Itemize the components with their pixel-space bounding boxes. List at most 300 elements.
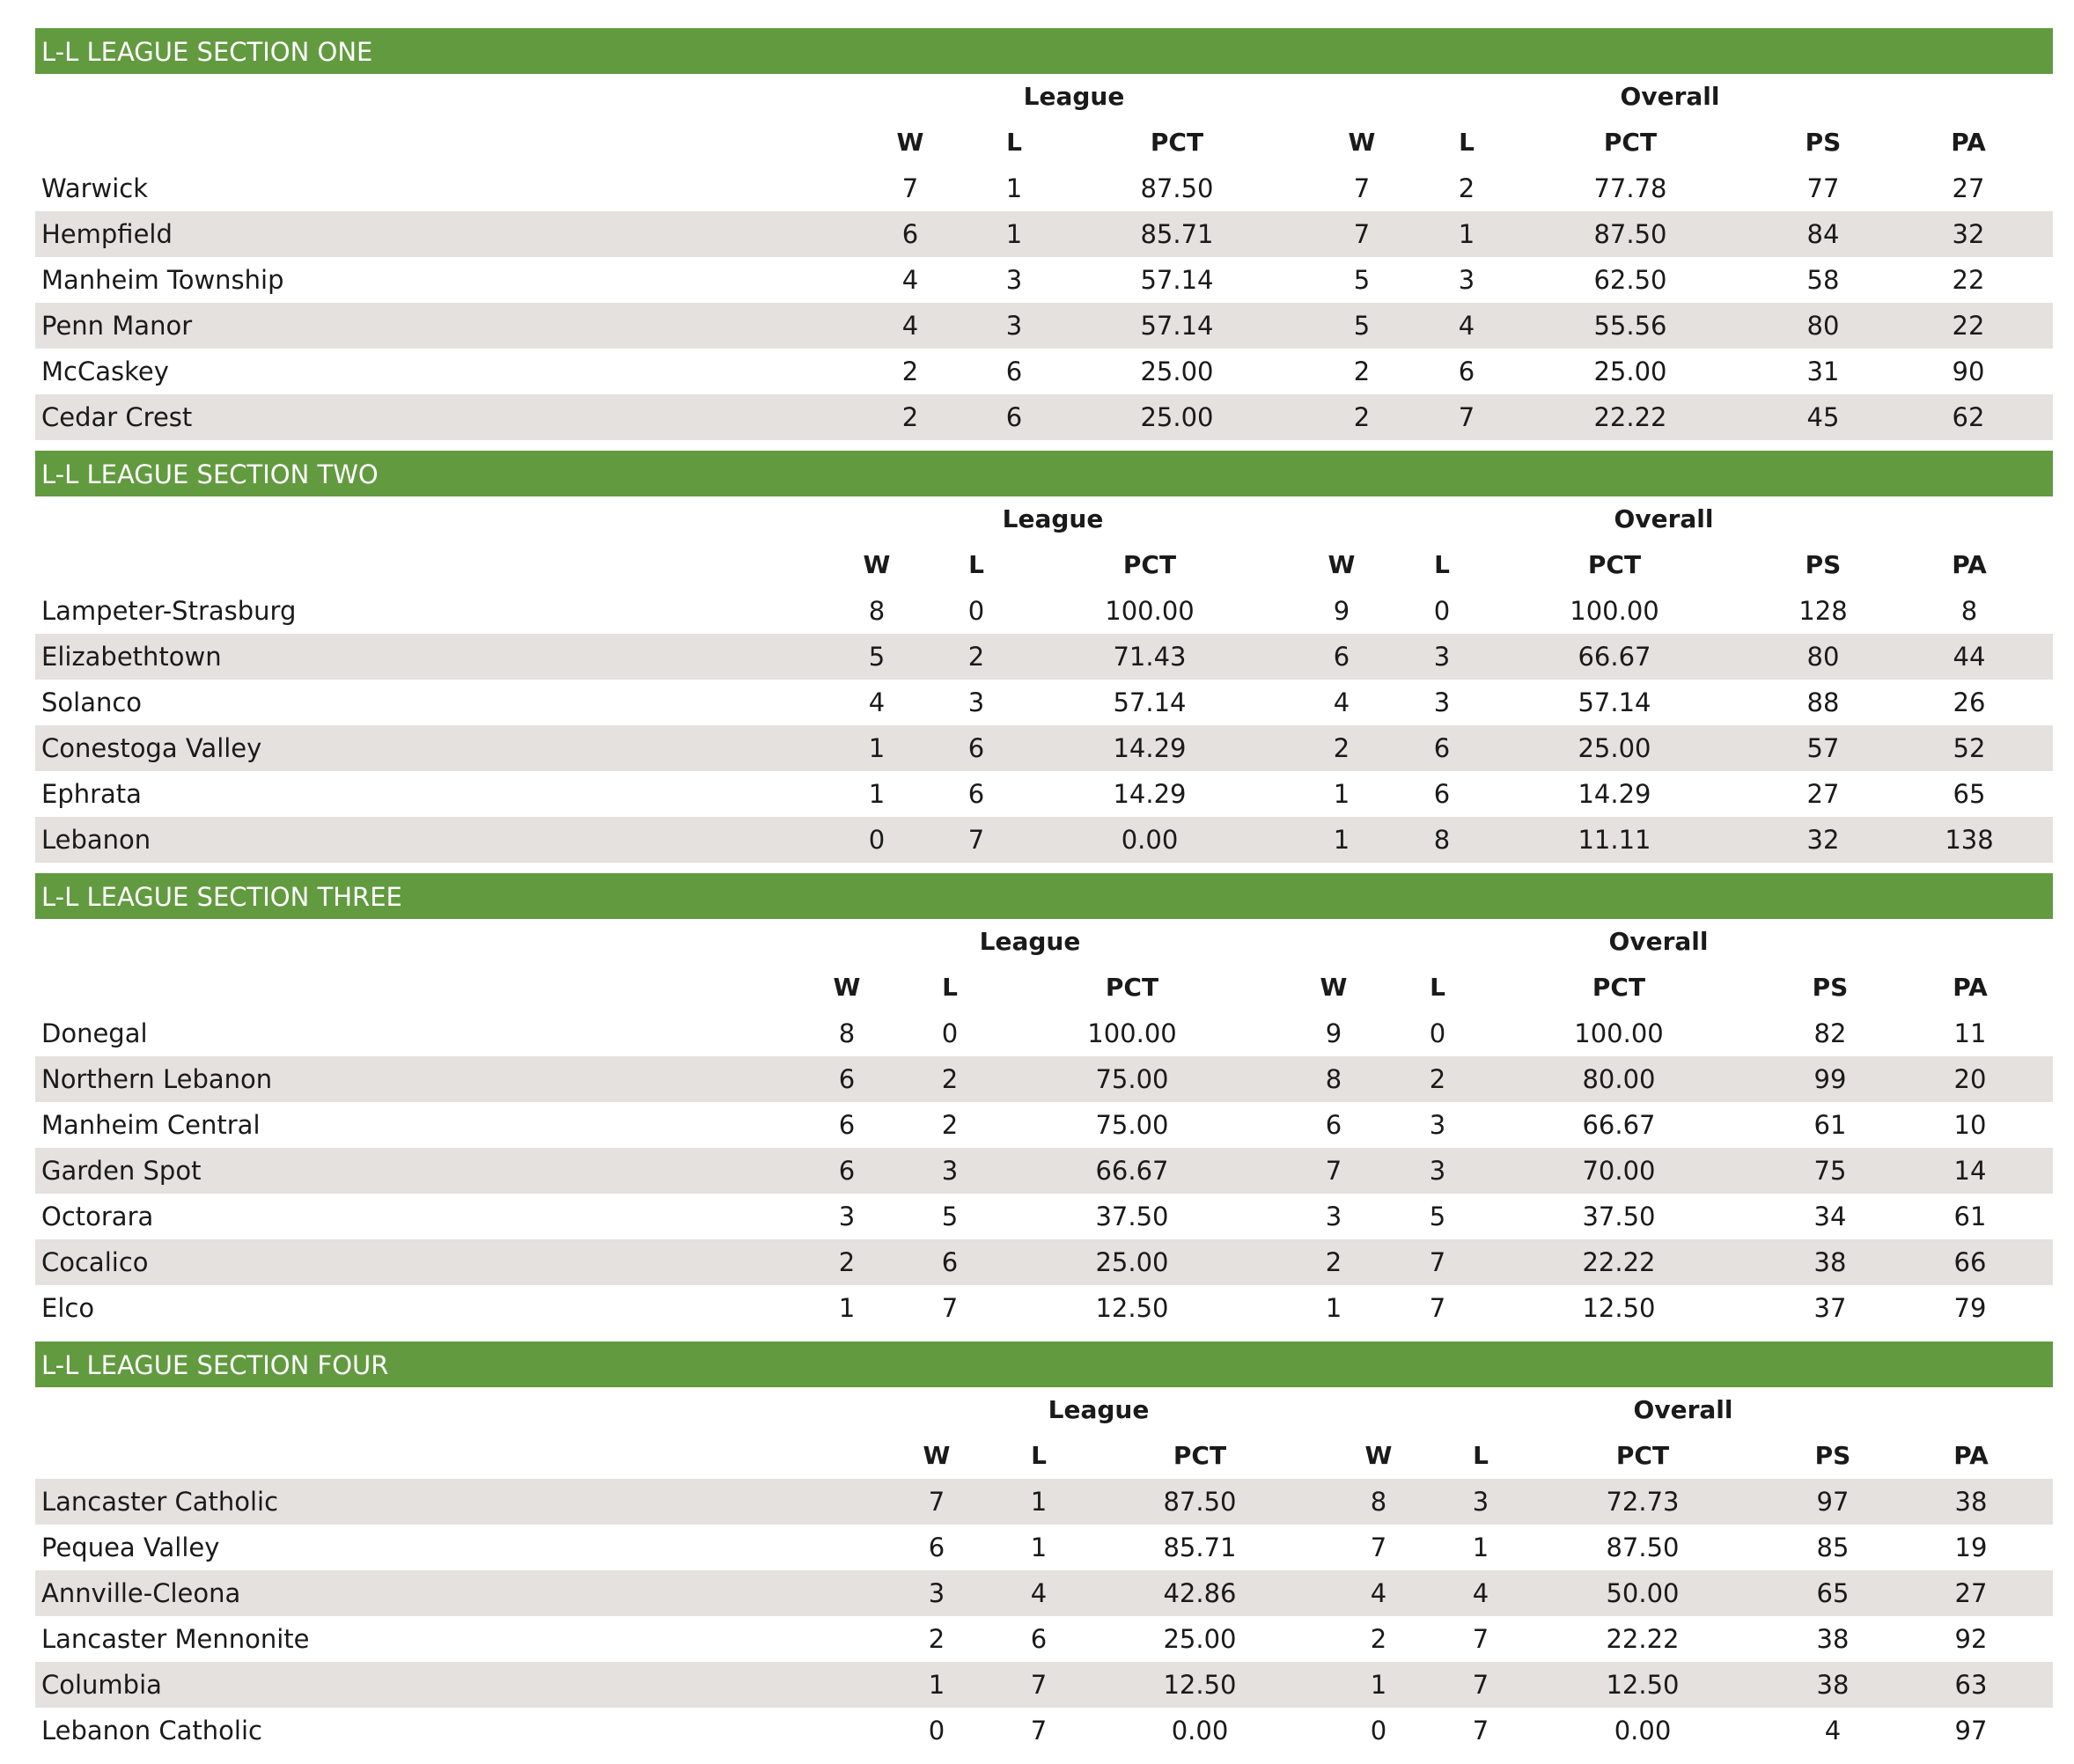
cell-ps: 45	[1806, 402, 1840, 432]
cell-opct: 87.50	[1593, 219, 1667, 249]
cell-l: 7	[1030, 1670, 1048, 1700]
cell-l: 1	[1030, 1487, 1048, 1517]
cell-w: 6	[838, 1110, 856, 1140]
cell-pa: 19	[1954, 1532, 1988, 1562]
league-group-label: League	[1048, 1395, 1150, 1424]
cell-opct: 50.00	[1606, 1578, 1680, 1608]
league-group-label: League	[1002, 504, 1104, 533]
cell-ow: 9	[1325, 1018, 1342, 1048]
cell-pa: 14	[1953, 1156, 1987, 1186]
cell-pct: 100.00	[1105, 596, 1195, 626]
cell-pa: 63	[1954, 1670, 1988, 1700]
cell-ol: 3	[1472, 1487, 1489, 1517]
cell-l: 1	[1030, 1532, 1048, 1562]
cell-ps: 4	[1824, 1716, 1842, 1746]
team-row	[35, 1194, 2053, 1239]
cell-ps: 58	[1806, 265, 1840, 295]
team-row	[35, 1011, 2053, 1056]
cell-ps: 85	[1816, 1532, 1850, 1562]
cell-pct: 66.67	[1095, 1156, 1169, 1186]
cell-ps: 38	[1816, 1624, 1850, 1654]
cell-ow: 5	[1353, 265, 1371, 295]
cell-l: 6	[967, 779, 985, 809]
cell-pa: 138	[1945, 825, 1994, 855]
team-name: Annville-Cleona	[41, 1578, 241, 1608]
section-title: L-L LEAGUE SECTION FOUR	[35, 1341, 2053, 1387]
column-header-w: W	[896, 128, 924, 157]
cell-w: 6	[838, 1064, 856, 1094]
team-name: Lancaster Catholic	[41, 1487, 279, 1517]
cell-pct: 57.14	[1113, 687, 1187, 717]
cell-l: 4	[1030, 1578, 1048, 1608]
cell-pa: 10	[1953, 1110, 1987, 1140]
cell-opct: 37.50	[1582, 1202, 1656, 1231]
cell-opct: 25.00	[1578, 733, 1651, 763]
cell-pct: 57.14	[1140, 311, 1214, 341]
cell-l: 2	[967, 642, 985, 672]
team-row	[35, 588, 2053, 634]
cell-ol: 1	[1458, 219, 1475, 249]
cell-opct: 22.22	[1606, 1624, 1680, 1654]
column-header-ow: W	[1348, 128, 1376, 157]
cell-ol: 7	[1472, 1624, 1489, 1654]
cell-ps: 99	[1813, 1064, 1847, 1094]
cell-l: 0	[941, 1018, 959, 1048]
team-name: Ephrata	[41, 779, 142, 809]
league-group-label: League	[1023, 82, 1125, 111]
cell-l: 7	[967, 825, 985, 855]
team-name: Lampeter-Strasburg	[41, 596, 297, 626]
team-row	[35, 817, 2053, 863]
cell-w: 3	[838, 1202, 856, 1231]
cell-pa: 52	[1953, 733, 1986, 763]
cell-l: 6	[941, 1247, 959, 1277]
column-group-header	[35, 496, 2053, 542]
column-header-pa: PA	[1951, 128, 1986, 157]
cell-w: 6	[901, 219, 919, 249]
standings-section	[35, 451, 2053, 863]
cell-l: 7	[1030, 1716, 1048, 1746]
column-header-ol: L	[1473, 1441, 1489, 1470]
standings-section	[35, 873, 2053, 1331]
standings-section	[35, 1341, 2053, 1753]
cell-w: 2	[901, 356, 919, 386]
cell-pct: 100.00	[1087, 1018, 1177, 1048]
cell-w: 6	[928, 1532, 945, 1562]
cell-ps: 61	[1813, 1110, 1847, 1140]
cell-opct: 80.00	[1582, 1064, 1656, 1094]
cell-w: 4	[868, 687, 886, 717]
column-header-opct: PCT	[1592, 973, 1646, 1002]
cell-l: 1	[1005, 219, 1023, 249]
cell-ow: 2	[1333, 733, 1350, 763]
cell-ps: 77	[1806, 173, 1840, 203]
column-header-pct: PCT	[1122, 550, 1177, 579]
cell-l: 0	[967, 596, 985, 626]
cell-ow: 2	[1370, 1624, 1387, 1654]
column-header-l: L	[942, 973, 958, 1002]
team-row	[35, 1239, 2053, 1285]
cell-pa: 79	[1953, 1293, 1987, 1323]
cell-pct: 25.00	[1140, 356, 1214, 386]
cell-w: 2	[928, 1624, 945, 1654]
cell-w: 8	[838, 1018, 856, 1048]
cell-w: 0	[928, 1716, 945, 1746]
cell-l: 7	[941, 1293, 959, 1323]
team-row	[35, 1479, 2053, 1525]
team-row	[35, 725, 2053, 771]
cell-l: 1	[1005, 173, 1023, 203]
cell-l: 3	[967, 687, 985, 717]
overall-group-label: Overall	[1608, 927, 1709, 956]
team-row	[35, 1708, 2053, 1753]
column-header-ps: PS	[1805, 550, 1842, 579]
cell-ps: 34	[1813, 1202, 1847, 1231]
cell-ow: 3	[1325, 1202, 1342, 1231]
team-name: Northern Lebanon	[41, 1064, 273, 1094]
cell-ol: 2	[1458, 173, 1475, 203]
section-title: L-L LEAGUE SECTION TWO	[35, 451, 2053, 496]
overall-group-label: Overall	[1620, 82, 1720, 111]
cell-pct: 85.71	[1140, 219, 1214, 249]
cell-ow: 7	[1353, 219, 1371, 249]
column-header-pct: PCT	[1150, 128, 1204, 157]
column-header-row	[35, 542, 2053, 588]
cell-w: 1	[838, 1293, 856, 1323]
cell-l: 2	[941, 1064, 959, 1094]
cell-w: 1	[868, 779, 886, 809]
column-header-l: L	[968, 550, 984, 579]
team-row	[35, 1616, 2053, 1662]
cell-opct: 66.67	[1582, 1110, 1656, 1140]
team-row	[35, 165, 2053, 211]
cell-opct: 55.56	[1593, 311, 1667, 341]
cell-ps: 38	[1816, 1670, 1850, 1700]
cell-pa: 8	[1960, 596, 1978, 626]
cell-l: 2	[941, 1110, 959, 1140]
cell-ps: 37	[1813, 1293, 1847, 1323]
column-header-pct: PCT	[1173, 1441, 1227, 1470]
cell-opct: 100.00	[1574, 1018, 1664, 1048]
column-header-opct: PCT	[1615, 1441, 1670, 1470]
team-name: Lancaster Mennonite	[41, 1624, 310, 1654]
team-row	[35, 1525, 2053, 1570]
cell-ol: 5	[1429, 1202, 1446, 1231]
team-name: Conestoga Valley	[41, 733, 262, 763]
cell-ps: 57	[1806, 733, 1840, 763]
cell-l: 3	[941, 1156, 959, 1186]
cell-pct: 0.00	[1171, 1716, 1229, 1746]
cell-ow: 7	[1353, 173, 1371, 203]
column-header-ow: W	[1328, 550, 1356, 579]
cell-pa: 62	[1952, 402, 1985, 432]
cell-pa: 97	[1954, 1716, 1988, 1746]
cell-ol: 3	[1429, 1156, 1446, 1186]
cell-opct: 70.00	[1582, 1156, 1656, 1186]
cell-pa: 38	[1954, 1487, 1988, 1517]
column-header-ol: L	[1434, 550, 1450, 579]
team-name: Columbia	[41, 1670, 162, 1700]
cell-ps: 27	[1806, 779, 1840, 809]
team-name: Solanco	[41, 687, 143, 717]
team-row	[35, 211, 2053, 257]
cell-opct: 12.50	[1582, 1293, 1656, 1323]
cell-ow: 4	[1333, 687, 1350, 717]
cell-ol: 6	[1433, 779, 1451, 809]
team-row	[35, 394, 2053, 440]
cell-ow: 7	[1370, 1532, 1387, 1562]
team-name: Pequea Valley	[41, 1532, 220, 1562]
team-name: Garden Spot	[41, 1156, 202, 1186]
column-header-row	[35, 965, 2053, 1011]
cell-opct: 87.50	[1606, 1532, 1680, 1562]
team-name: Cocalico	[41, 1247, 149, 1277]
cell-ol: 7	[1429, 1293, 1446, 1323]
cell-ol: 3	[1433, 642, 1451, 672]
cell-w: 4	[901, 265, 919, 295]
cell-ps: 82	[1813, 1018, 1847, 1048]
cell-pct: 12.50	[1163, 1670, 1237, 1700]
cell-ow: 1	[1333, 825, 1350, 855]
column-group-header	[35, 919, 2053, 965]
cell-ol: 3	[1458, 265, 1475, 295]
cell-pa: 90	[1952, 356, 1985, 386]
column-group-header	[35, 74, 2053, 120]
cell-ow: 1	[1325, 1293, 1342, 1323]
team-name: Lebanon	[41, 825, 151, 855]
cell-pa: 27	[1954, 1578, 1988, 1608]
cell-w: 3	[928, 1578, 945, 1608]
cell-pct: 14.29	[1113, 779, 1187, 809]
cell-opct: 57.14	[1578, 687, 1651, 717]
cell-ol: 4	[1472, 1578, 1489, 1608]
cell-opct: 22.22	[1582, 1247, 1656, 1277]
cell-l: 6	[1005, 356, 1023, 386]
team-name: Elco	[41, 1293, 95, 1323]
cell-ow: 7	[1325, 1156, 1342, 1186]
cell-pa: 26	[1953, 687, 1986, 717]
section-title: L-L LEAGUE SECTION THREE	[35, 873, 2053, 919]
cell-ol: 6	[1458, 356, 1475, 386]
cell-pct: 25.00	[1140, 402, 1214, 432]
team-row	[35, 303, 2053, 349]
cell-ow: 1	[1333, 779, 1350, 809]
cell-ps: 84	[1806, 219, 1840, 249]
team-name: Lebanon Catholic	[41, 1716, 262, 1746]
cell-ol: 0	[1433, 596, 1451, 626]
cell-ow: 2	[1353, 356, 1371, 386]
overall-group-label: Overall	[1633, 1395, 1733, 1424]
cell-ol: 6	[1433, 733, 1451, 763]
column-header-ps: PS	[1812, 973, 1849, 1002]
cell-pct: 75.00	[1095, 1064, 1169, 1094]
cell-ow: 2	[1353, 402, 1371, 432]
column-header-pa: PA	[1953, 973, 1988, 1002]
team-row	[35, 1148, 2053, 1194]
column-header-row	[35, 120, 2053, 165]
cell-pa: 32	[1952, 219, 1985, 249]
team-name: Manheim Central	[41, 1110, 261, 1140]
cell-pct: 25.00	[1163, 1624, 1237, 1654]
cell-ol: 7	[1472, 1670, 1489, 1700]
column-header-row	[35, 1433, 2053, 1479]
cell-pct: 42.86	[1163, 1578, 1237, 1608]
cell-opct: 100.00	[1570, 596, 1659, 626]
cell-pct: 85.71	[1163, 1532, 1237, 1562]
cell-ow: 6	[1333, 642, 1350, 672]
cell-l: 6	[1005, 402, 1023, 432]
cell-ps: 65	[1816, 1578, 1850, 1608]
column-header-w: W	[863, 550, 891, 579]
cell-opct: 12.50	[1606, 1670, 1680, 1700]
column-header-ps: PS	[1805, 128, 1842, 157]
column-header-opct: PCT	[1587, 550, 1642, 579]
cell-pct: 71.43	[1113, 642, 1187, 672]
team-name: Elizabethtown	[41, 642, 222, 672]
team-row	[35, 1056, 2053, 1102]
cell-pa: 11	[1953, 1018, 1987, 1048]
cell-ow: 2	[1325, 1247, 1342, 1277]
cell-ps: 38	[1813, 1247, 1847, 1277]
column-header-pa: PA	[1953, 1441, 1989, 1470]
team-name: Manheim Township	[41, 265, 284, 295]
cell-ps: 80	[1806, 311, 1840, 341]
cell-ow: 5	[1353, 311, 1371, 341]
cell-pa: 66	[1953, 1247, 1987, 1277]
cell-ow: 6	[1325, 1110, 1342, 1140]
cell-pct: 75.00	[1095, 1110, 1169, 1140]
team-row	[35, 1102, 2053, 1148]
cell-ps: 97	[1816, 1487, 1850, 1517]
cell-opct: 11.11	[1578, 825, 1651, 855]
cell-ps: 128	[1798, 596, 1848, 626]
cell-ps: 31	[1806, 356, 1840, 386]
cell-opct: 14.29	[1578, 779, 1651, 809]
team-row	[35, 680, 2053, 725]
cell-opct: 72.73	[1606, 1487, 1680, 1517]
team-row	[35, 1570, 2053, 1616]
team-name: Donegal	[41, 1018, 148, 1048]
cell-w: 4	[901, 311, 919, 341]
cell-l: 6	[1030, 1624, 1048, 1654]
team-row	[35, 257, 2053, 303]
cell-ps: 75	[1813, 1156, 1847, 1186]
team-row	[35, 349, 2053, 394]
cell-w: 8	[868, 596, 886, 626]
column-header-w: W	[923, 1441, 951, 1470]
cell-pct: 25.00	[1095, 1247, 1169, 1277]
cell-w: 5	[868, 642, 886, 672]
cell-ps: 88	[1806, 687, 1840, 717]
cell-pa: 65	[1953, 779, 1986, 809]
cell-opct: 22.22	[1593, 402, 1667, 432]
cell-ol: 1	[1472, 1532, 1489, 1562]
column-header-ps: PS	[1814, 1441, 1851, 1470]
cell-w: 2	[838, 1247, 856, 1277]
league-group-label: League	[979, 927, 1081, 956]
cell-pct: 57.14	[1140, 265, 1214, 295]
cell-pa: 61	[1953, 1202, 1987, 1231]
cell-ow: 9	[1333, 596, 1350, 626]
team-row	[35, 1285, 2053, 1331]
cell-pa: 44	[1953, 642, 1986, 672]
team-row	[35, 634, 2053, 680]
cell-ol: 4	[1458, 311, 1475, 341]
cell-ow: 8	[1325, 1064, 1342, 1094]
cell-w: 7	[928, 1487, 945, 1517]
team-name: Hempfield	[41, 219, 173, 249]
column-header-ol: L	[1430, 973, 1445, 1002]
cell-opct: 25.00	[1593, 356, 1667, 386]
cell-ol: 2	[1429, 1064, 1446, 1094]
cell-ol: 0	[1429, 1018, 1446, 1048]
cell-w: 2	[901, 402, 919, 432]
cell-ps: 32	[1806, 825, 1840, 855]
cell-l: 6	[967, 733, 985, 763]
team-name: Warwick	[41, 173, 149, 203]
cell-ol: 7	[1429, 1247, 1446, 1277]
cell-ol: 8	[1433, 825, 1451, 855]
cell-opct: 62.50	[1593, 265, 1667, 295]
cell-pct: 12.50	[1095, 1293, 1169, 1323]
cell-pct: 14.29	[1113, 733, 1187, 763]
cell-ow: 1	[1370, 1670, 1387, 1700]
cell-ol: 3	[1433, 687, 1451, 717]
team-row	[35, 771, 2053, 817]
column-header-ow: W	[1320, 973, 1348, 1002]
cell-ow: 8	[1370, 1487, 1387, 1517]
column-group-header	[35, 1387, 2053, 1433]
cell-pct: 87.50	[1163, 1487, 1237, 1517]
column-header-pct: PCT	[1105, 973, 1159, 1002]
cell-w: 1	[928, 1670, 945, 1700]
cell-pa: 22	[1952, 311, 1985, 341]
cell-opct: 77.78	[1593, 173, 1667, 203]
column-header-w: W	[833, 973, 861, 1002]
cell-l: 5	[941, 1202, 959, 1231]
team-row	[35, 1662, 2053, 1708]
section-title: L-L LEAGUE SECTION ONE	[35, 28, 2053, 74]
cell-pct: 87.50	[1140, 173, 1214, 203]
team-name: McCaskey	[41, 356, 169, 386]
cell-ps: 80	[1806, 642, 1840, 672]
column-header-l: L	[1006, 128, 1022, 157]
cell-ol: 7	[1472, 1716, 1489, 1746]
cell-pa: 20	[1953, 1064, 1987, 1094]
cell-ol: 7	[1458, 402, 1475, 432]
team-name: Penn Manor	[41, 311, 193, 341]
cell-w: 1	[868, 733, 886, 763]
column-header-opct: PCT	[1603, 128, 1658, 157]
cell-ow: 0	[1370, 1716, 1387, 1746]
cell-opct: 66.67	[1578, 642, 1651, 672]
cell-pct: 0.00	[1121, 825, 1179, 855]
overall-group-label: Overall	[1614, 504, 1714, 533]
cell-pa: 92	[1954, 1624, 1988, 1654]
column-header-ol: L	[1459, 128, 1475, 157]
standings-section	[35, 28, 2053, 440]
cell-l: 3	[1005, 265, 1023, 295]
cell-l: 3	[1005, 311, 1023, 341]
cell-w: 6	[838, 1156, 856, 1186]
column-header-ow: W	[1364, 1441, 1393, 1470]
column-header-pa: PA	[1952, 550, 1987, 579]
cell-pa: 27	[1952, 173, 1985, 203]
team-name: Cedar Crest	[41, 402, 193, 432]
cell-ol: 3	[1429, 1110, 1446, 1140]
cell-ow: 4	[1370, 1578, 1387, 1608]
cell-pa: 22	[1952, 265, 1985, 295]
